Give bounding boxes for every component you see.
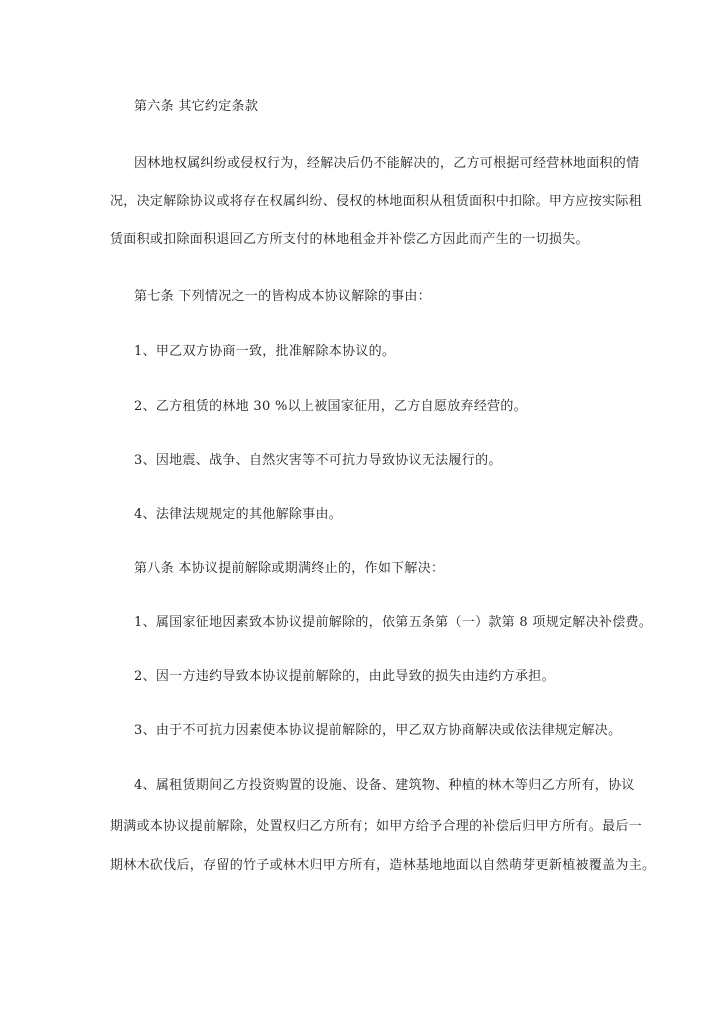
- article-8-item: 4、属租赁期间乙方投资购置的设施、设备、建筑物、种植的林木等归乙方所有，协议: [134, 778, 635, 793]
- article-8-item: 2、因一方违约导致本协议提前解除的，由此导致的损失由违约方承担。: [134, 669, 555, 684]
- article-6-paragraph-line: 赁面积或扣除面积退回乙方所支付的林地租金并补偿乙方因此而产生的一切损失。: [110, 232, 589, 247]
- article-8-item: 3、由于不可抗力因素使本协议提前解除的，甲乙双方协商解决或依法律规定解决。: [134, 723, 622, 738]
- article-6-paragraph-line: 因林地权属纠纷或侵权行为，经解决后仍不能解决的，乙方可根据可经营林地面积的情: [134, 156, 640, 171]
- article-6-heading: 第六条 其它约定条款: [134, 99, 259, 114]
- article-7-item: 2、乙方租赁的林地 30 %以上被国家征用，乙方自愿放弃经营的。: [134, 399, 528, 414]
- article-7-item: 3、因地震、战争、自然灾害等不可抗力导致协议无法履行的。: [134, 453, 502, 468]
- article-8-item: 1、属国家征地因素致本协议提前解除的，依第五条第（一）款第 8 项规定解决补偿费。: [134, 615, 653, 630]
- article-7-heading: 第七条 下列情况之一的皆构成本协议解除的事由：: [134, 289, 432, 304]
- article-7-item: 1、甲乙双方协商一致，批准解除本协议的。: [134, 344, 396, 359]
- article-8-item-continued: 期林木砍伐后，存留的竹子或林木归甲方所有，造林基地地面以自然萌芽更新植被覆盖为主。: [110, 858, 656, 873]
- article-8-heading: 第八条 本协议提前解除或期满终止的，作如下解决：: [134, 561, 445, 576]
- article-7-item: 4、法律法规规定的其他解除事由。: [134, 507, 343, 522]
- article-6-paragraph-line: 况，决定解除协议或将存在权属纠纷、侵权的林地面积从租赁面积中扣除。甲方应按实际租: [110, 194, 643, 209]
- article-8-item-continued: 期满或本协议提前解除，处置权归乙方所有；如甲方给予合理的补偿后归甲方所有。最后一: [110, 819, 643, 834]
